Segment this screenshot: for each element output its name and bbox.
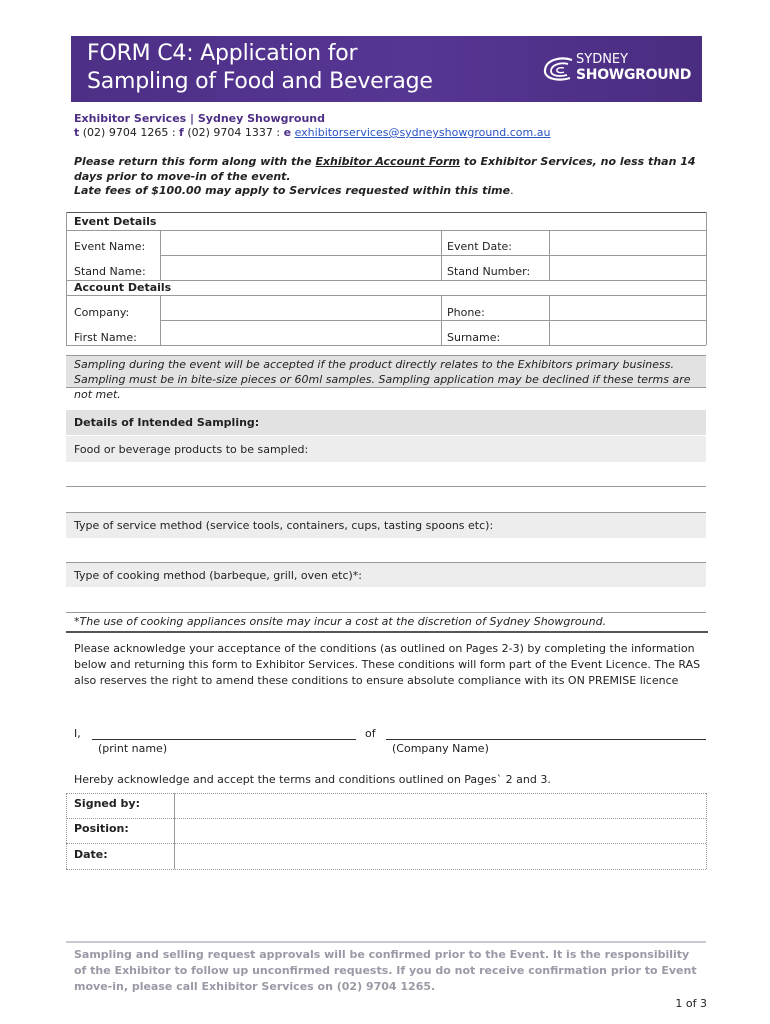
cooking-method-field[interactable]: [66, 588, 706, 612]
exhibitor-services-heading: Exhibitor Services | Sydney Showground: [74, 112, 326, 125]
swoosh-logo-icon: [542, 54, 576, 84]
period: .: [510, 184, 514, 197]
of-label: of: [365, 727, 376, 740]
company-label: Company:: [74, 306, 130, 319]
intro-instructions: [74, 155, 704, 199]
contact-line: [74, 126, 550, 139]
cooking-method-label: Type of cooking method (barbeque, grill, oven etc)*:: [74, 569, 362, 582]
event-name-label: Event Name:: [74, 240, 146, 253]
date-field[interactable]: [176, 844, 704, 868]
late-fees-text: Late fees of $100.00 may apply to Services requested within this time: [74, 184, 511, 197]
products-label: Food or beverage products to be sampled:: [74, 443, 309, 456]
stand-name-field[interactable]: [162, 256, 440, 279]
date-label: Date:: [74, 848, 108, 861]
signed-by-label: Signed by:: [74, 797, 141, 810]
print-name-field[interactable]: [92, 722, 356, 739]
company-name-field[interactable]: [386, 722, 706, 739]
print-name-caption: (print name): [98, 742, 168, 755]
phone-label: t: [74, 126, 80, 139]
intended-sampling-heading: Details of Intended Sampling:: [74, 416, 260, 429]
sampling-terms-note: Sampling during the event will be accepted if the product directly relates to the Exhibitors primary business. Sampling must be in bite-size pieces or 60ml samples. Sampling application may be declined if these terms are not met.: [74, 358, 691, 401]
phone-number: (02) 9704 1265: [82, 126, 169, 139]
form-title: [87, 40, 433, 96]
email-label: e: [283, 126, 292, 139]
exhibitor-account-form-link[interactable]: Exhibitor Account Form: [315, 155, 460, 168]
company-field[interactable]: [162, 296, 440, 319]
stand-number-field[interactable]: [551, 256, 705, 279]
event-date-field[interactable]: [551, 231, 705, 254]
event-name-field[interactable]: [162, 231, 440, 254]
email-link[interactable]: exhibitorservices@sydneyshowground.com.au: [294, 126, 551, 139]
service-method-label: Type of service method (service tools, containers, cups, tasting spoons etc):: [74, 519, 494, 532]
footer-approval-notice: Sampling and selling request approvals will be confirmed prior to the Event. It is the responsibility of the Exhibitor to follow up unconfirmed requests. If you do not receive confirmation prior to Event move-in, please call Exhibitor Services on (02) 9704 1265.: [74, 948, 697, 993]
header-banner: [71, 36, 702, 102]
footer-rule: [66, 941, 706, 943]
separator: :: [171, 126, 176, 139]
phone-field[interactable]: [551, 296, 705, 319]
company-name-underline: [386, 739, 706, 740]
form-title-line2: Sampling of Food and Beverage: [87, 69, 433, 94]
event-date-label: Event Date:: [447, 240, 513, 253]
stand-name-label: Stand Name:: [74, 265, 146, 278]
page-number: 1 of 3: [675, 997, 707, 1010]
acknowledgement-text: Please acknowledge your acceptance of the conditions (as outlined on Pages 2-3) by completing the information below and returning this form to Exhibitor Services. These conditions will form part of the Event Licence. The RAS also reserves the right to amend these conditions to ensure absolute compliance with its ON PREMISE licence: [74, 642, 701, 687]
intro-text: Please return this form along with the: [74, 155, 316, 168]
logo-text-sydney: SYDNEY: [576, 52, 629, 67]
products-field[interactable]: [66, 462, 706, 486]
position-field[interactable]: [176, 819, 704, 842]
first-name-field[interactable]: [162, 321, 440, 344]
intro-line2: [74, 184, 704, 199]
signed-by-field[interactable]: [176, 794, 704, 817]
hereby-acknowledge-text: Hereby acknowledge and accept the terms and conditions outlined on Pages` 2 and 3.: [74, 773, 551, 786]
intro-text: to Exhibitor Services, no less than 14 days prior to move-in of the event.: [74, 155, 696, 183]
phone-label: Phone:: [447, 306, 485, 319]
company-name-caption: (Company Name): [392, 742, 489, 755]
sydney-showground-logo: [542, 52, 692, 86]
cooking-appliance-note: *The use of cooking appliances onsite may incur a cost at the discretion of Sydney Showground.: [74, 615, 607, 628]
print-name-underline: [92, 739, 356, 740]
intro-line1: [74, 155, 704, 184]
form-title-line1: FORM C4: Application for: [87, 41, 358, 66]
service-method-field[interactable]: [66, 538, 706, 562]
fax-number: (02) 9704 1337: [187, 126, 273, 139]
surname-label: Surname:: [447, 331, 501, 344]
first-name-label: First Name:: [74, 331, 137, 344]
account-details-heading: Account Details: [74, 281, 172, 294]
separator: :: [276, 126, 281, 139]
stand-number-label: Stand Number:: [447, 265, 531, 278]
surname-field[interactable]: [551, 321, 705, 344]
fax-label: f: [179, 126, 184, 139]
event-details-heading: Event Details: [74, 215, 157, 228]
logo-text-showground: SHOWGROUND: [576, 67, 692, 83]
position-label: Position:: [74, 822, 129, 835]
i-label: I,: [74, 727, 81, 740]
